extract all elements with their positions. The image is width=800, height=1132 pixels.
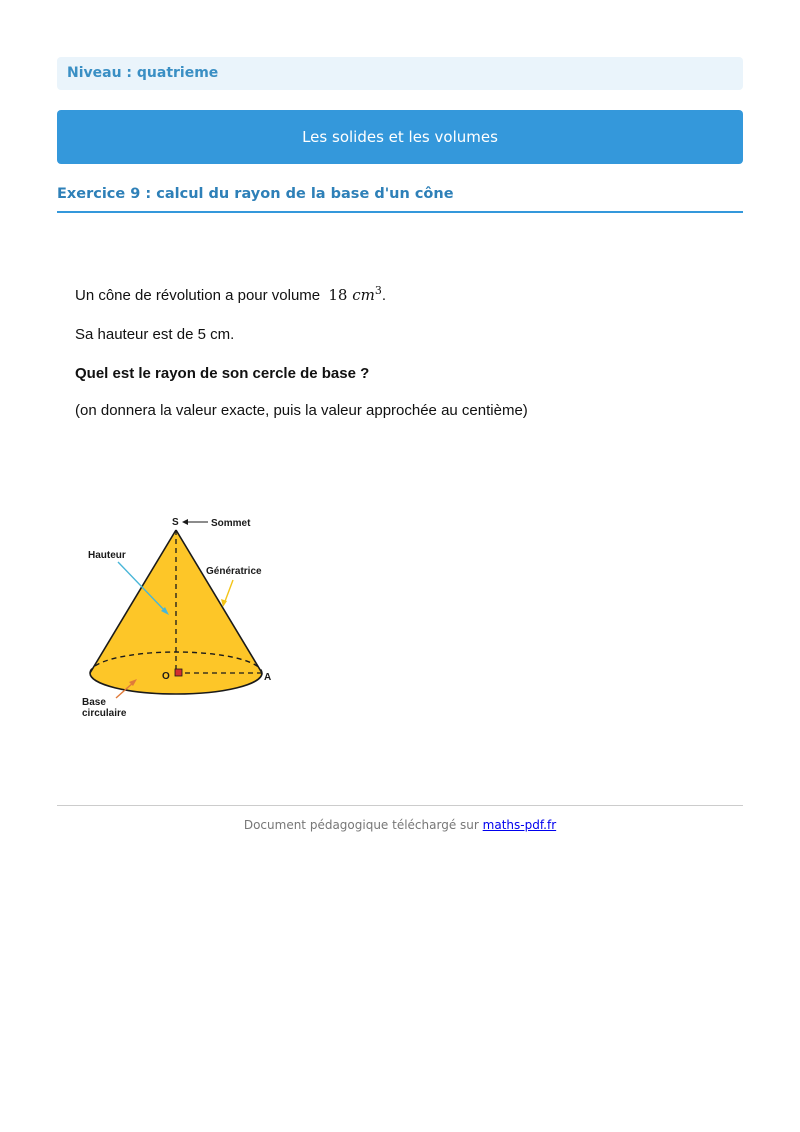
volume-period: . bbox=[381, 287, 386, 304]
footer bbox=[57, 818, 743, 832]
chapter-title: Les solides et les volumes bbox=[302, 128, 498, 146]
hauteur-label: Hauteur bbox=[88, 550, 126, 561]
footer-divider bbox=[57, 805, 743, 806]
volume-exponent: 3 bbox=[374, 284, 382, 297]
base-label-line2: circulaire bbox=[82, 708, 127, 719]
statement-line-volume bbox=[75, 284, 386, 304]
sommet-arrowhead bbox=[182, 519, 188, 525]
volume-text: Un cône de révolution a pour volume bbox=[75, 287, 321, 304]
volume-unit: cm bbox=[352, 286, 375, 304]
volume-number: 18 bbox=[328, 286, 348, 304]
cone-diagram bbox=[78, 510, 288, 725]
level-label: Niveau : quatrieme bbox=[57, 57, 743, 90]
edge-letter: A bbox=[264, 672, 272, 683]
footer-text: Document pédagogique téléchargé sur bbox=[243, 818, 479, 832]
generatrice-arrow bbox=[224, 580, 233, 604]
right-angle-marker bbox=[175, 669, 182, 676]
apex-letter: S bbox=[172, 517, 179, 528]
statement-note: (on donnera la valeur exacte, puis la valeur approchée au centième) bbox=[75, 402, 528, 419]
exercise-title: Exercice 9 : calcul du rayon de la base d'un cône bbox=[57, 186, 743, 213]
volume-formula bbox=[328, 286, 382, 304]
footer-link[interactable]: maths-pdf.fr bbox=[482, 818, 557, 832]
statement-line-height: Sa hauteur est de 5 cm. bbox=[75, 326, 235, 343]
center-letter: O bbox=[162, 671, 170, 682]
generatrice-label: Génératrice bbox=[206, 566, 262, 577]
chapter-title-banner bbox=[57, 110, 743, 164]
sommet-label: Sommet bbox=[211, 518, 251, 529]
base-label-line1: Base bbox=[82, 697, 106, 708]
statement-question: Quel est le rayon de son cercle de base ? bbox=[75, 365, 370, 382]
